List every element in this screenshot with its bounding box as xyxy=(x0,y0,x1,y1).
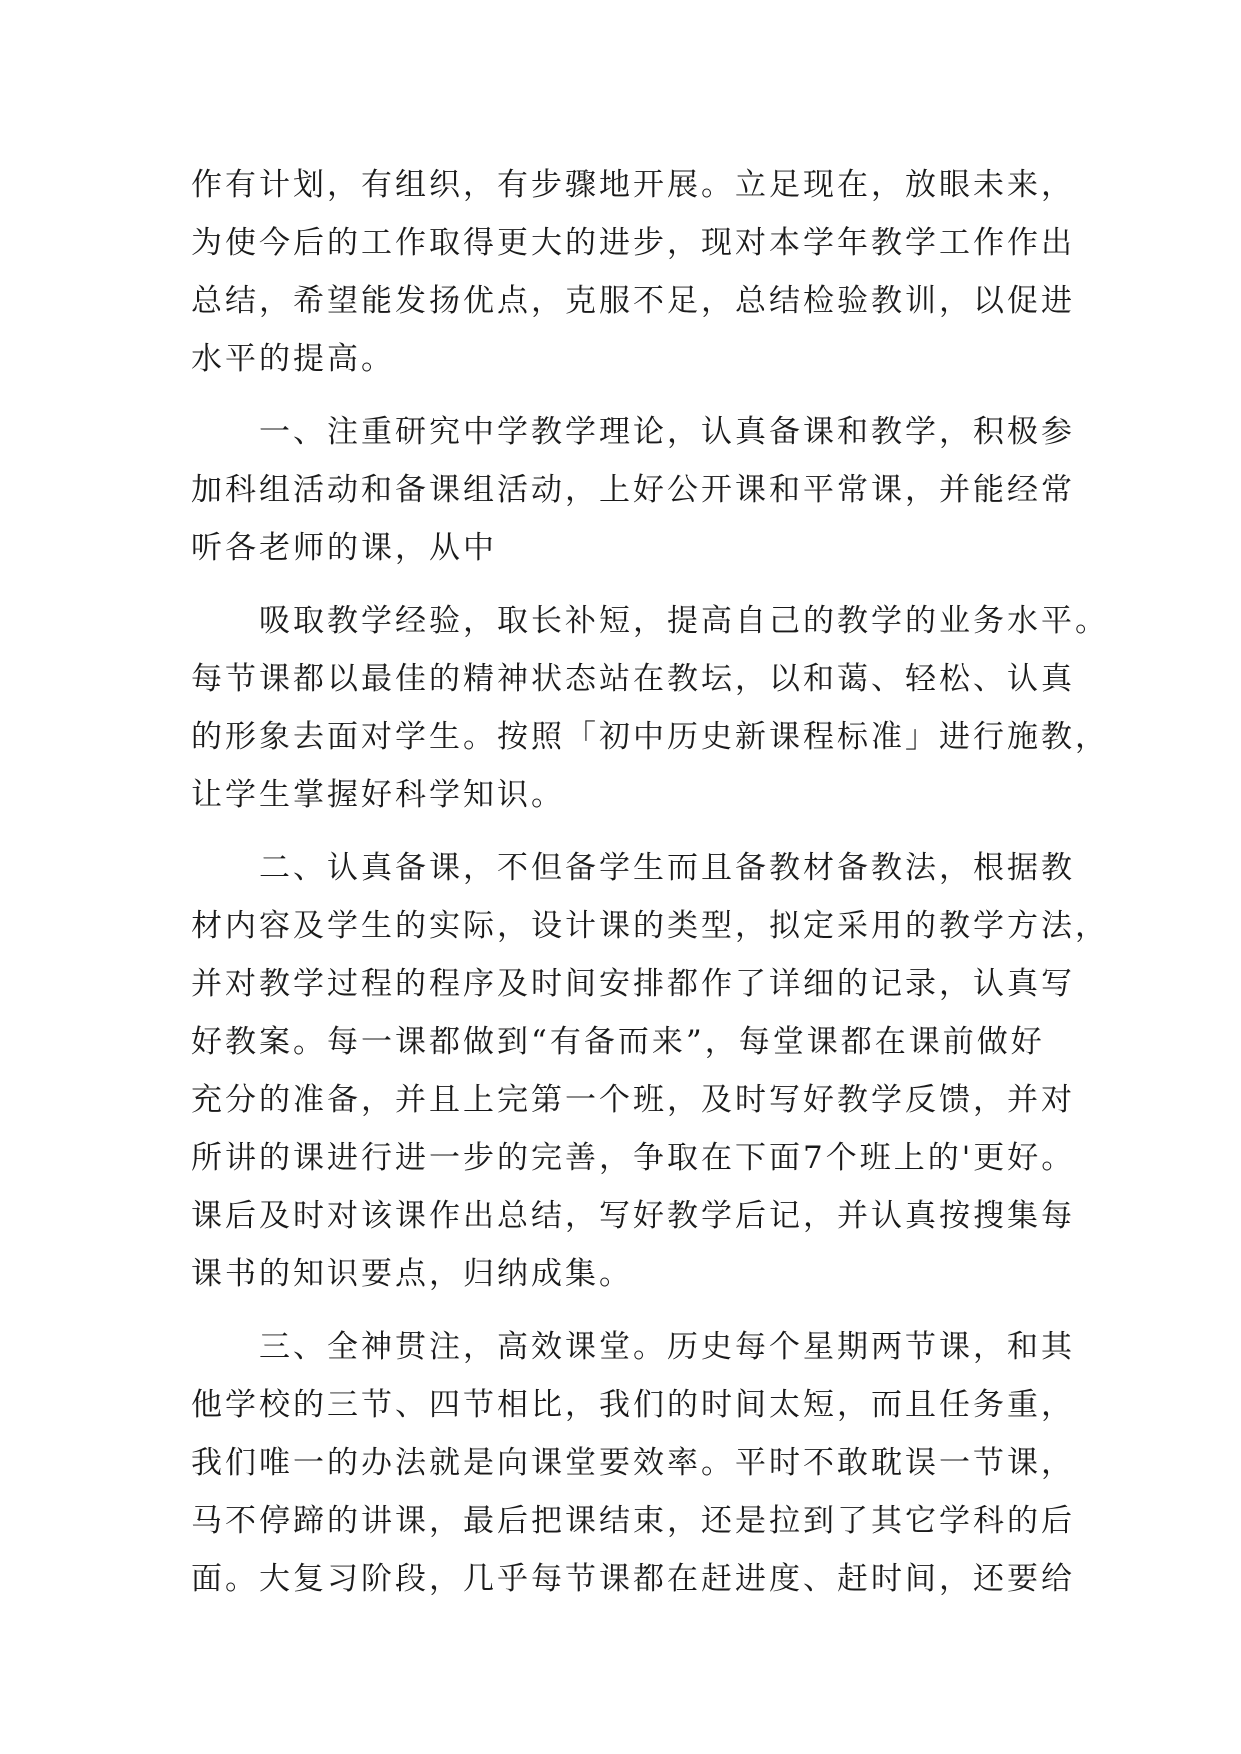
text-line: 总结，希望能发扬优点，克服不足，总结检验教训，以促进 xyxy=(191,283,1075,319)
text-line: 每节课都以最佳的精神状态站在教坛，以和蔼、轻松、认真 xyxy=(191,661,1075,697)
text-line: 材内容及学生的实际，设计课的类型，拟定采用的教学方法， xyxy=(191,908,1109,944)
text-line: 加科组活动和备课组活动，上好公开课和平常课，并能经常 xyxy=(191,472,1075,508)
text-line: 所讲的课进行进一步的完善，争取在下面7个班上的'更好。 xyxy=(191,1140,1076,1176)
text-line: 好教案。每一课都做到“有备而来”，每堂课都在课前做好 xyxy=(191,1024,1045,1060)
text-line: 我们唯一的办法就是向课堂要效率。平时不敢耽误一节课， xyxy=(191,1445,1075,1481)
text-line: 三、全神贯注，高效课堂。历史每个星期两节课，和其 xyxy=(259,1329,1075,1365)
text-line: 一、注重研究中学教学理论，认真备课和教学，积极参 xyxy=(259,414,1075,450)
text-line: 面。大复习阶段，几乎每节课都在赶进度、赶时间，还要给 xyxy=(191,1561,1075,1597)
text-line: 二、认真备课，不但备学生而且备教材备教法，根据教 xyxy=(259,850,1075,886)
text-line: 让学生掌握好科学知识。 xyxy=(191,777,565,813)
text-line: 课书的知识要点，归纳成集。 xyxy=(191,1256,633,1292)
paragraph xyxy=(191,592,1109,824)
paragraph xyxy=(191,403,1075,577)
text-line: 作有计划，有组织，有步骤地开展。立足现在，放眼未来， xyxy=(191,167,1075,203)
text-line: 并对教学过程的程序及时间安排都作了详细的记录，认真写 xyxy=(191,966,1075,1002)
paragraph-gap xyxy=(191,388,1071,403)
text-line: 他学校的三节、四节相比，我们的时间太短，而且任务重， xyxy=(191,1387,1075,1423)
paragraph-gap xyxy=(191,577,1071,592)
text-line: 马不停蹄的讲课，最后把课结束，还是拉到了其它学科的后 xyxy=(191,1503,1075,1539)
paragraph xyxy=(191,156,1075,388)
text-line: 充分的准备，并且上完第一个班，及时写好教学反馈，并对 xyxy=(191,1082,1075,1118)
text-line: 听各老师的课，从中 xyxy=(191,530,497,566)
text-line: 课后及时对该课作出总结，写好教学后记，并认真按搜集每 xyxy=(191,1198,1075,1234)
text-line: 的形象去面对学生。按照「初中历史新课程标准」进行施教， xyxy=(191,719,1109,755)
paragraph xyxy=(191,1318,1075,1608)
text-line: 水平的提高。 xyxy=(191,341,395,377)
text-line: 为使今后的工作取得更大的进步，现对本学年教学工作作出 xyxy=(191,225,1075,261)
text-line: 吸取教学经验，取长补短，提高自己的教学的业务水平。 xyxy=(259,603,1109,639)
paragraph-gap xyxy=(191,1303,1071,1318)
paragraph-gap xyxy=(191,824,1071,839)
paragraph xyxy=(191,839,1109,1303)
body-text xyxy=(191,156,1109,1608)
